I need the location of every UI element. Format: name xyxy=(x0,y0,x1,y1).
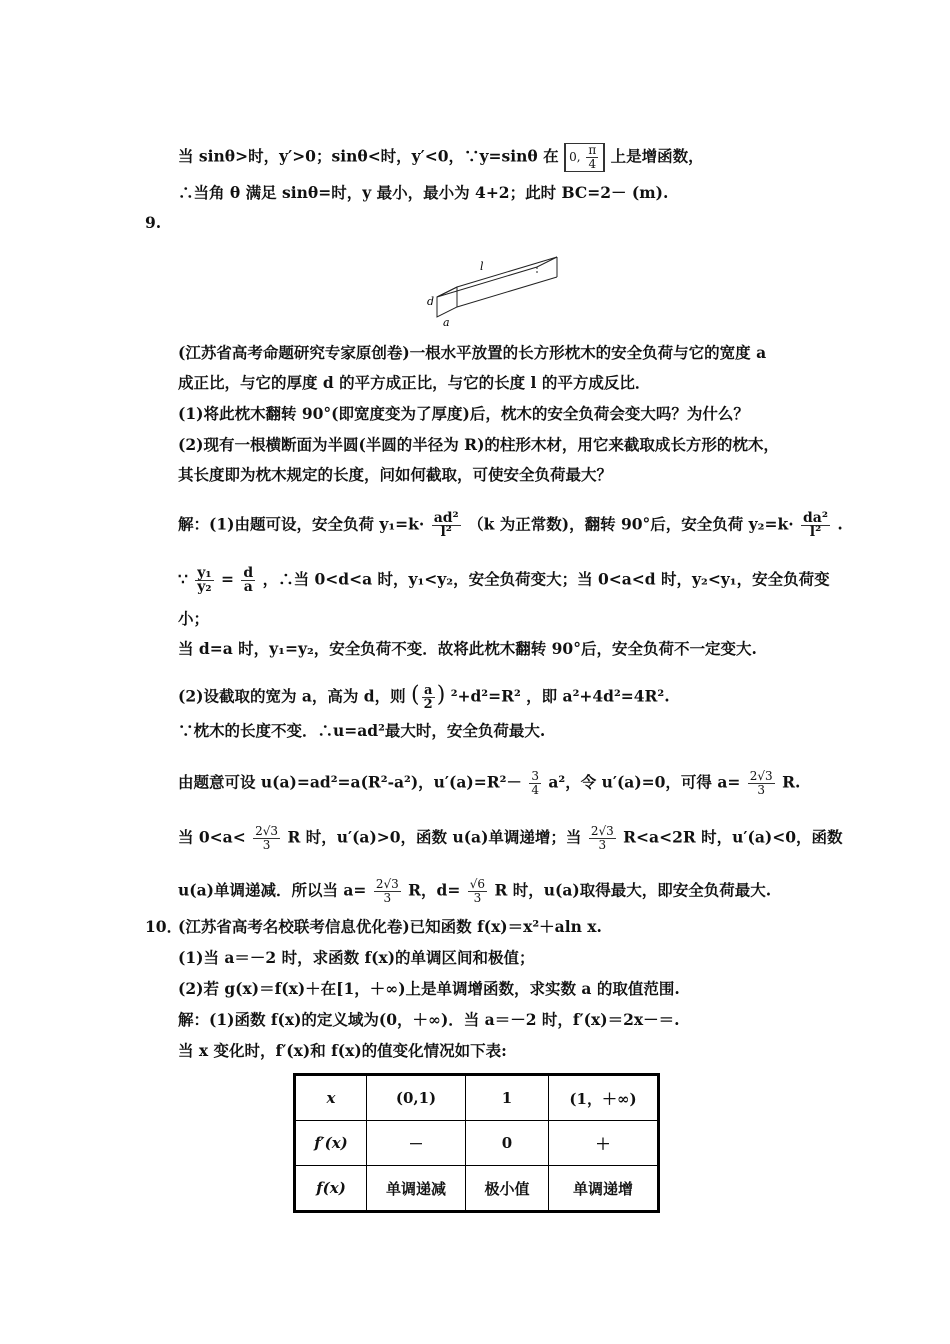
numerator: 2√3 xyxy=(590,824,614,838)
text-line: 当 x 变化时，f′(x)和 f(x)的值变化情况如下表: xyxy=(178,1041,507,1060)
table-cell: ＋ xyxy=(549,1121,659,1166)
interval-lower: 0 xyxy=(569,150,577,164)
text-segment: (2)设截取的宽为 a，高为 d，则 xyxy=(178,686,406,706)
table-cell: (1，＋∞) xyxy=(549,1075,659,1121)
table-cell: 0 xyxy=(466,1121,549,1166)
text-segment: 解：(1)由题可设，安全负荷 y₁=k· xyxy=(178,514,425,534)
denominator: 3 xyxy=(473,891,482,905)
text-segment: ∵ xyxy=(178,569,188,589)
text-segment: 上是增函数， xyxy=(610,146,704,166)
text-segment: R 时，u′(a)>0，函数 u(a)单调递增；当 xyxy=(287,827,582,847)
denominator: 3 xyxy=(757,783,766,797)
solution-line xyxy=(178,684,670,711)
text-segment: ，即 a²+4d²=4R². xyxy=(526,686,670,706)
text-line: (2)现有一根横断面为半圆(半圆的半径为 R)的柱形木材，用它来截取成长方形的枕木， xyxy=(178,435,779,454)
table-row xyxy=(295,1075,659,1121)
numerator: π xyxy=(588,143,597,157)
text-line: (江苏省高考命题研究专家原创卷)一根水平放置的长方形枕木的安全负荷与它的宽度 a xyxy=(178,343,767,362)
fraction xyxy=(432,512,461,539)
text-line: (1)当 a＝－2 时，求函数 f(x)的单调区间和极值； xyxy=(178,948,535,967)
text-line: ∵枕木的长度不变．∴u=ad²最大时，安全负荷最大. xyxy=(178,721,546,740)
fraction xyxy=(801,512,830,539)
text-segment: （k 为正常数)，翻转 90°后，安全负荷 y₂=k· xyxy=(468,514,794,534)
text-line: 小； xyxy=(178,609,210,628)
text-line: 当 d=a 时，y₁=y₂，安全负荷不变．故将此枕木翻转 90°后，安全负荷不一定变大. xyxy=(178,639,757,658)
text-line: (2)若 g(x)＝f(x)＋在[1，＋∞)上是单调增函数，求实数 a 的取值范围. xyxy=(178,979,680,998)
table-row xyxy=(295,1121,659,1166)
text-segment: = xyxy=(220,569,234,589)
denominator: 3 xyxy=(383,891,392,905)
fraction xyxy=(253,825,280,852)
numerator: a xyxy=(422,684,435,698)
table-cell: (0,1) xyxy=(367,1075,466,1121)
solution-line xyxy=(178,567,830,594)
table-cell: 单调递增 xyxy=(549,1166,659,1212)
paren-close: ) xyxy=(436,682,446,708)
label-a: a xyxy=(443,316,450,329)
text-segment: R，d= xyxy=(408,880,461,900)
numerator: 2√3 xyxy=(749,769,773,783)
fraction xyxy=(529,770,541,797)
text-segment: R 时，u(a)取得最大，即安全负荷最大. xyxy=(494,880,772,900)
text-line: 解：(1)函数 f(x)的定义域为(0，＋∞)．当 a＝－2 时，f′(x)＝2x－＝. xyxy=(178,1010,680,1029)
table-cell: 单调递减 xyxy=(367,1166,466,1212)
paren-open: ( xyxy=(411,682,420,708)
beam-figure xyxy=(425,250,565,330)
denominator: l² xyxy=(440,524,452,540)
text-segment: 当 sinθ>时，y′>0；sinθ<时，y′<0，∵y=sinθ 在 xyxy=(178,146,559,166)
table-row xyxy=(295,1166,659,1212)
fraction xyxy=(195,567,213,594)
fraction xyxy=(241,567,255,594)
numerator: √6 xyxy=(469,877,486,891)
text-line xyxy=(178,143,704,172)
table-cell: － xyxy=(367,1121,466,1166)
numerator: 2√3 xyxy=(255,824,279,838)
text-segment: . xyxy=(837,514,843,534)
numerator: ad² xyxy=(433,510,459,526)
fraction xyxy=(586,144,598,171)
table-cell: x xyxy=(295,1075,367,1121)
fraction xyxy=(468,878,487,905)
text-line: ∴当角 θ 满足 sinθ=时，y 最小，最小为 4+2；此时 BC=2－ (m). xyxy=(178,183,669,202)
denominator: a xyxy=(243,579,253,595)
question-number: 9. xyxy=(145,213,162,232)
denominator: l² xyxy=(809,524,822,540)
label-l: l xyxy=(480,260,484,273)
question-number: 10． xyxy=(145,917,183,936)
text-segment: u(a)单调递减．所以当 a= xyxy=(178,880,367,900)
text-line: 成正比，与它的厚度 d 的平方成正比，与它的长度 l 的平方成反比． xyxy=(178,373,651,392)
text-segment: R. xyxy=(782,772,801,792)
text-segment: a²，令 u′(a)=0，可得 a= xyxy=(548,772,741,792)
denominator: 3 xyxy=(262,838,271,852)
solution-line xyxy=(178,512,843,539)
text-line: (江苏省高考名校联考信息优化卷)已知函数 f(x)＝x²＋aln x. xyxy=(178,917,602,936)
numerator: da² xyxy=(803,510,829,526)
numerator: 3 xyxy=(531,769,539,783)
numerator: y₁ xyxy=(197,565,212,581)
table-cell: 1 xyxy=(466,1075,549,1121)
numerator: 2√3 xyxy=(375,877,399,891)
interval-bracket: 0, $\frac{\pi}{4}$ xyxy=(564,143,605,172)
denominator: 3 xyxy=(598,838,607,852)
fraction xyxy=(589,825,616,852)
fraction xyxy=(748,770,775,797)
text-segment: 由题意可设 u(a)=ad²=a(R²-a²)，u′(a)=R²－ xyxy=(178,772,522,792)
denominator: 4 xyxy=(531,783,539,797)
text-line: (1)将此枕木翻转 90°(即宽度变为了厚度)后，枕木的安全负荷会变大吗？为什么？ xyxy=(178,404,749,423)
text-segment: 当 0<a< xyxy=(178,827,246,847)
table-cell: 极小值 xyxy=(466,1166,549,1212)
table-cell: f′(x) xyxy=(295,1121,367,1166)
text-segment: R<a<2R 时，u′(a)<0，函数 xyxy=(623,827,843,847)
numerator: d xyxy=(243,565,254,581)
text-segment: ²+d²=R² xyxy=(450,686,521,706)
fraction xyxy=(374,878,401,905)
solution-line xyxy=(178,770,800,797)
denominator: 2 xyxy=(423,697,433,712)
fraction xyxy=(422,684,435,711)
text-segment: ，∴当 0<d<a 时，y₁<y₂，安全负荷变大；当 0<a<d 时，y₂<y₁，安全负荷变 xyxy=(262,569,830,589)
solution-line xyxy=(178,825,842,852)
table-cell: f(x) xyxy=(295,1166,367,1212)
text-line: 其长度即为枕木规定的长度，问如何截取，可使安全负荷最大？ xyxy=(178,465,613,484)
denominator: y₂ xyxy=(197,579,212,595)
value-change-table xyxy=(293,1073,660,1213)
solution-line xyxy=(178,878,771,905)
label-d: d xyxy=(427,295,435,308)
denominator: 4 xyxy=(588,157,597,171)
